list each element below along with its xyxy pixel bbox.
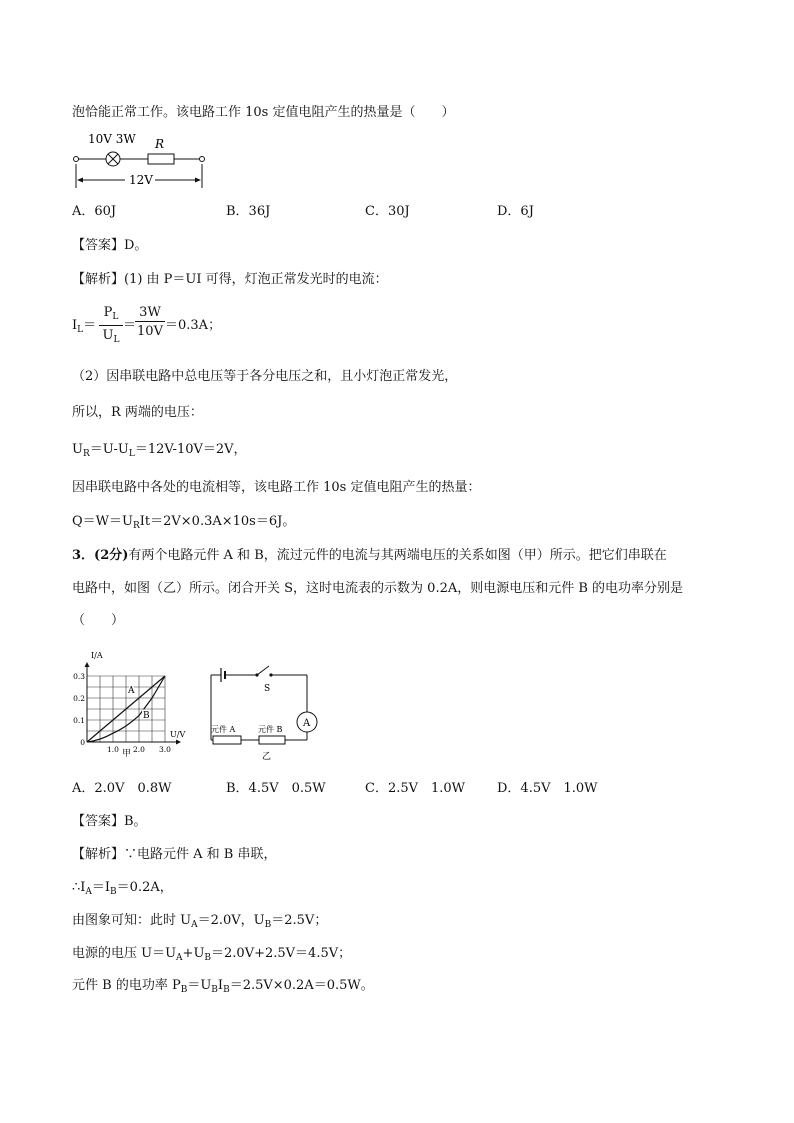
element-b-label: 元件 B <box>258 725 283 734</box>
y-axis-arrow <box>85 662 90 667</box>
resistor-icon <box>148 154 174 164</box>
answer: 【答案】D。 <box>72 238 148 253</box>
circuit-figure-lamp-resistor <box>70 128 215 190</box>
y-tick-label: 0.2 <box>73 694 85 703</box>
analysis-line-3: 所以，R 两端的电压： <box>72 405 203 420</box>
y-axis-label: I/A <box>91 651 103 660</box>
y-tick-label: 0.3 <box>73 672 85 681</box>
analysis-line-5: 因串联电路中各处的电流相等，该电路工作 10s 定值电阻产生的热量： <box>72 480 481 495</box>
option-d[interactable]: D．4.5V 1.0W <box>497 781 598 796</box>
y-tick-label: 0.1 <box>73 716 85 725</box>
option-b[interactable]: B．4.5V 0.5W <box>226 781 326 796</box>
question-number: 3．(2分) <box>72 548 129 563</box>
option-c[interactable]: C．30J <box>365 204 410 219</box>
analysis-line-1: 【解析】∵电路元件 A 和 B 串联， <box>72 847 277 862</box>
fraction-power-over-voltage: $\frac{P_L}{U_L}$ <box>99 305 123 348</box>
figure-caption-yi: 乙 <box>262 752 272 762</box>
figure-caption-jia: 甲 <box>122 749 132 759</box>
option-d[interactable]: D．6J <box>497 204 534 219</box>
series-circuit-figure <box>205 660 327 762</box>
analysis-line-1: 【解析】(1) 由 P＝UI 可得，灯泡正常发光时的电流： <box>72 272 388 287</box>
formula-lhs: $I_L=$ <box>72 318 97 335</box>
switch-icon <box>257 666 269 675</box>
option-a[interactable]: A．60J <box>72 204 117 219</box>
option-c[interactable]: C．2.5V 1.0W <box>365 781 466 796</box>
analysis-line-4: 电源的电压 $U=U_A+U_B=2.0V+2.5V=4.5V$； <box>72 946 352 963</box>
analysis-line-4: $U_R=U-U_L=12V-10V=2V$， <box>72 442 247 459</box>
formula-eq2: ＝ <box>123 318 137 333</box>
ammeter-label: A <box>303 718 311 729</box>
analysis-line-2: （2）因串联电路中总电压等于各分电压之和，且小灯泡正常发光， <box>72 369 458 384</box>
question-3-line-1: 3．(2分)有两个电路元件 A 和 B，流过元件的电流与其两端电压的关系如图（甲）所示。把它们串联在 <box>72 548 667 563</box>
answer: 【答案】B。 <box>72 814 147 829</box>
x-axis-label: U/V <box>170 730 186 739</box>
x-axis-arrow <box>176 740 181 745</box>
option-a[interactable]: A．2.0V 0.8W <box>72 781 172 796</box>
x-tick-label: 2.0 <box>133 745 145 754</box>
x-tick-label: 3.0 <box>159 745 171 754</box>
x-tick-label: 1.0 <box>107 745 119 754</box>
formula-result: ＝0.3A； <box>165 318 222 333</box>
switch-label: S <box>264 684 271 694</box>
curve-b-label: B <box>143 711 150 721</box>
question-3-line-2: 电路中，如图（乙）所示。闭合开关 S，这时电流表的示数为 0.2A，则电源电压和元件 B 的电功率分别是 <box>72 581 684 596</box>
analysis-line-2: $\therefore I_A=I_B=0.2A$， <box>72 880 173 897</box>
curve-a-label: A <box>128 686 135 696</box>
analysis-line-6: $Q=W=U_RIt=2V\times 0.3A\times 10s=6J$。 <box>72 514 296 531</box>
lamp-label: 10V 3W <box>88 132 136 146</box>
question-3-line-3: （ ） <box>72 613 125 628</box>
terminal-left <box>74 157 79 162</box>
analysis-line-5: 元件 B 的电功率 $P_B=U_BI_B=2.5V\times 0.2A=0.5W$。 <box>72 978 374 995</box>
voltage-label: 12V <box>129 173 153 187</box>
y-tick-label: 0 <box>80 738 85 747</box>
element-b-icon <box>259 736 285 744</box>
iu-graph-figure <box>70 648 188 760</box>
fraction-values: $\frac{3W}{10V}$ <box>135 305 165 340</box>
terminal-right <box>200 157 205 162</box>
option-b[interactable]: B．36J <box>226 204 271 219</box>
resistor-label: R <box>155 137 165 151</box>
element-a-icon <box>213 736 241 744</box>
question-stem-tail: 泡恰能正常工作。该电路工作 10s 定值电阻产生的热量是（ ） <box>72 105 455 120</box>
element-a-label: 元件 A <box>211 725 236 734</box>
analysis-line-3: 由图象可知：此时 $U_A=2.0V$，$U_B=2.5V$； <box>72 913 328 930</box>
